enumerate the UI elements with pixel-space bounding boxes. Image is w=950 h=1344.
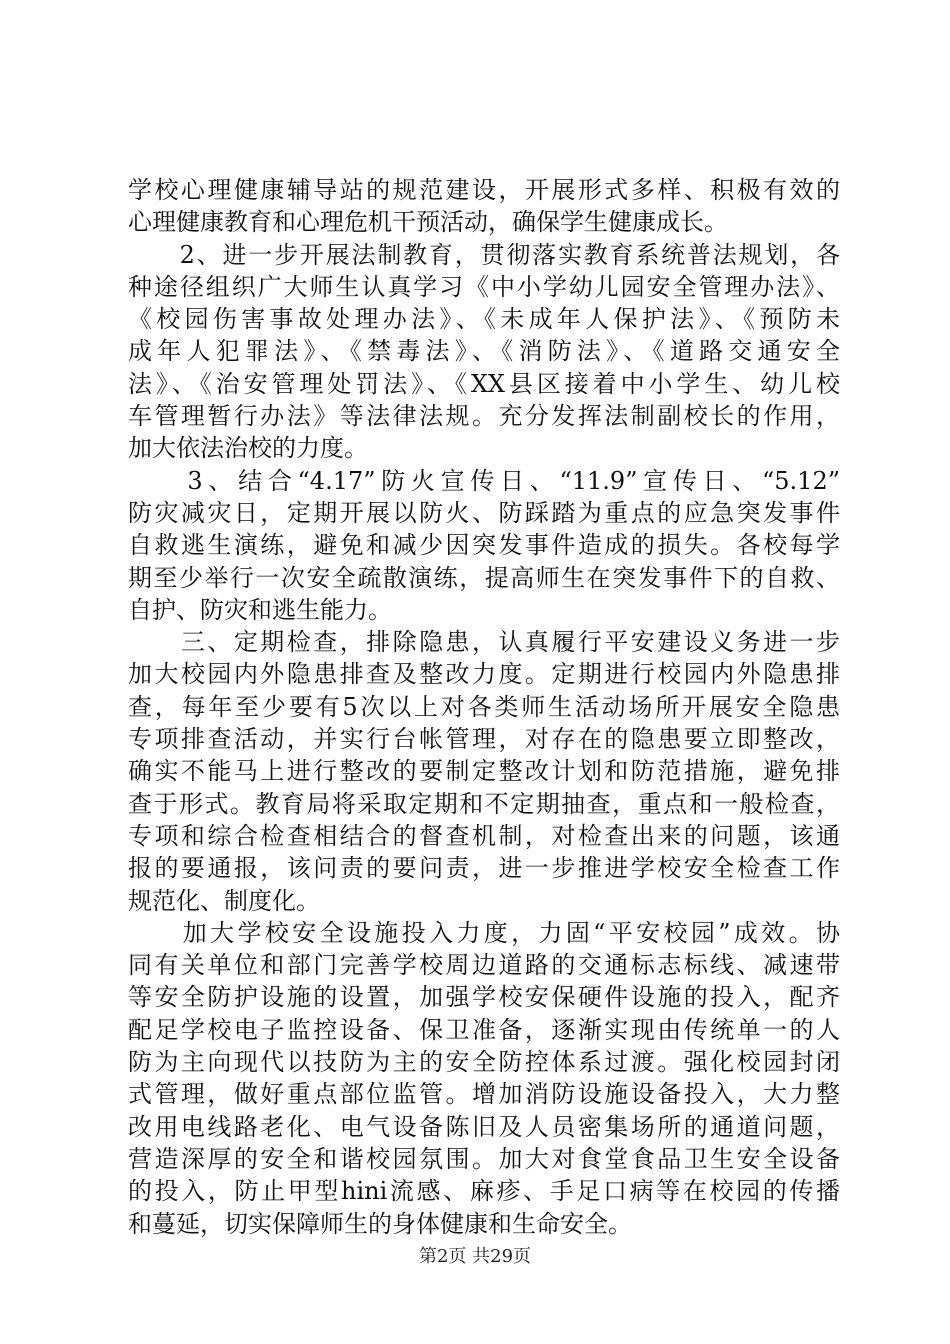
text-line: 法》、《治安管理处罚法》、《XX县区接着中小学生、幼儿校 — [128, 369, 840, 398]
text-line: 加大学校安全设施投入力度，力固“平安校园”成效。协 — [128, 918, 840, 947]
text-line: 式管理，做好重点部位监管。增加消防设施设备投入，大力整 — [128, 1080, 840, 1109]
text-line: 自救逃生演练，避免和减少因突发事件造成的损失。各校每学 — [128, 531, 840, 560]
text-line: 防为主向现代以技防为主的安全防控体系过渡。强化校园封闭 — [128, 1048, 840, 1077]
text-line: 营造深厚的安全和谐校园氛围。加大对食堂食品卫生安全设备 — [128, 1144, 840, 1173]
document-body — [128, 174, 840, 1240]
text-line: 防灾减灾日，定期开展以防火、防踩踏为重点的应急突发事件 — [128, 498, 840, 527]
text-line: 规范化、制度化。 — [128, 886, 320, 915]
text-line: 改用电线路老化、电气设备陈旧及人员密集场所的通道问题， — [128, 1112, 840, 1141]
text-line: 《校园伤害事故处理办法》、《未成年人保护法》、《预防未 — [128, 305, 840, 334]
text-line: 加大依法治校的力度。 — [128, 434, 368, 463]
text-line: 专项和综合检查相结合的督查机制，对检查出来的问题，该通 — [128, 821, 840, 850]
text-line: 配足学校电子监控设备、保卫准备，逐渐实现由传统单一的人 — [128, 1015, 840, 1044]
text-line: 学校心理健康辅导站的规范建设，开展形式多样、积极有效的 — [128, 176, 840, 204]
text-line: 心理健康教育和心理危机干预活动，确保学生健康成长。 — [128, 208, 728, 237]
text-line: 同有关单位和部门完善学校周边道路的交通标志标线、减速带 — [128, 951, 840, 980]
text-line: 专项排查活动，并实行台帐管理，对存在的隐患要立即整改， — [128, 725, 840, 754]
text-line: 查，每年至少要有5次以上对各类师生活动场所开展安全隐患 — [128, 692, 840, 721]
text-line: 查于形式。教育局将采取定期和不定期抽查，重点和一般检查， — [128, 789, 840, 818]
page-number-footer: 第2页 共29页 — [418, 1246, 532, 1267]
text-line: 车管理暂行办法》等法律法规。充分发挥法制副校长的作用， — [128, 402, 840, 431]
text-line: 自护、防灾和逃生能力。 — [128, 595, 392, 624]
text-line: 期至少举行一次安全疏散演练，提高师生在突发事件下的自救、 — [128, 563, 840, 592]
text-line: 和蔓延，切实保障师生的身体健康和生命安全。 — [128, 1209, 632, 1238]
text-line: 三、定期检查，排除隐患，认真履行平安建设义务进一步 — [128, 628, 840, 657]
text-line: 确实不能马上进行整改的要制定整改计划和防范措施，避免排 — [128, 757, 840, 786]
text-line: 种途径组织广大师生认真学习《中小学幼儿园安全管理办法》、 — [128, 272, 840, 301]
text-line: 3、结合“4.17”防火宣传日、“11.9”宣传日、“5.12” — [128, 466, 840, 495]
text-line: 的投入，防止甲型hini流感、麻疹、手足口病等在校园的传播 — [128, 1177, 840, 1206]
text-line: 等安全防护设施的设置，加强学校安保硬件设施的投入，配齐 — [128, 983, 840, 1012]
text-line: 加大校园内外隐患排查及整改力度。定期进行校园内外隐患排 — [128, 660, 840, 689]
text-line: 成年人犯罪法》、《禁毒法》、《消防法》、《道路交通安全 — [128, 337, 840, 366]
text-line: 2、进一步开展法制教育，贯彻落实教育系统普法规划，各 — [128, 240, 840, 269]
text-line: 报的要通报，该问责的要问责，进一步推进学校安全检查工作 — [128, 854, 840, 883]
